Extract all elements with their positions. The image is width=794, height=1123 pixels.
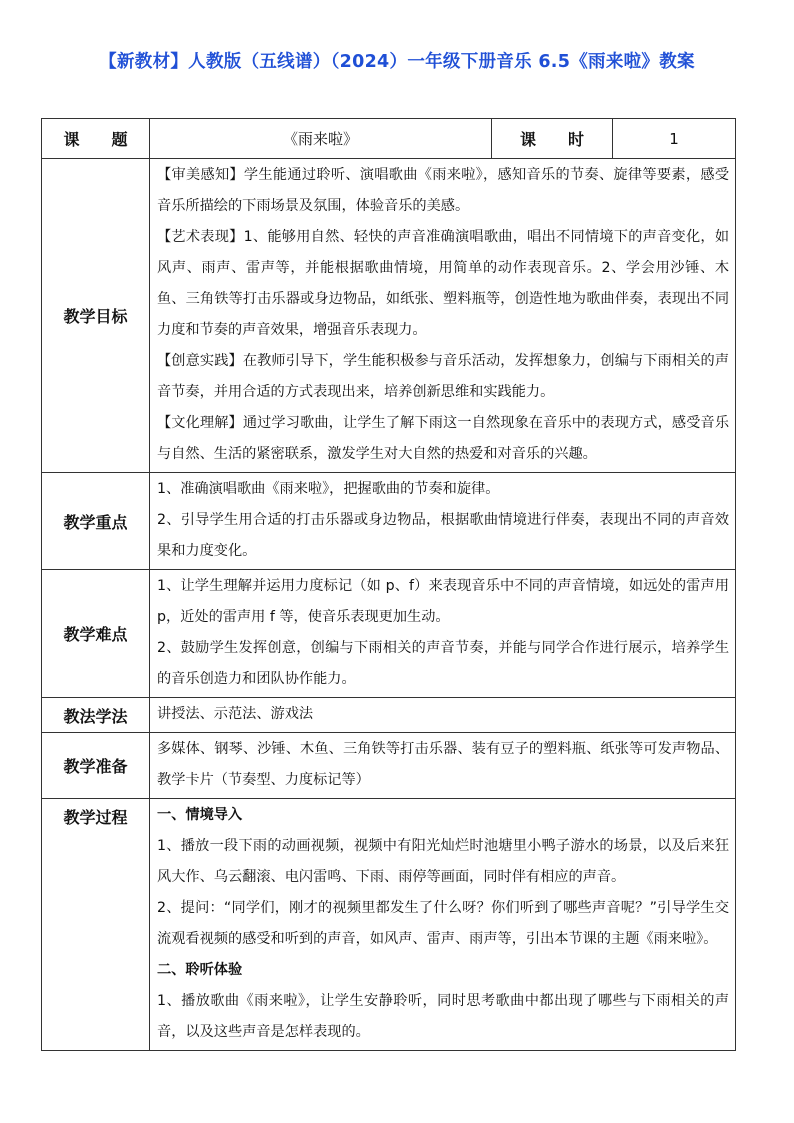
key-points-row [42,473,736,570]
process-content [150,799,736,1051]
preparation-label: 教学准备 [42,733,150,799]
topic-label: 课 题 [42,119,150,159]
process-step-2: 2、提问：“同学们，刚才的视频里都发生了什么呀？你们听到了哪些声音呢？”引导学生交流观看视频的感受和听到的声音，如风声、雷声、雨声等，引出本节课的主题《雨来啦》。 [157,900,730,947]
process-step-1: 1、播放一段下雨的动画视频，视频中有阳光灿烂时池塘里小鸭子游水的场景，以及后来狂风大作、乌云翻滚、电闪雷鸣、下雨、雨停等画面，同时伴有相应的声音。 [157,838,730,885]
methods-row [42,698,736,733]
methods-content [150,698,736,733]
objective-culture: 【文化理解】通过学习歌曲，让学生了解下雨这一自然现象在音乐中的表现方式，感受音乐与自然、生活的紧密联系，激发学生对大自然的热爱和对音乐的兴趣。 [157,415,730,462]
objective-aesthetic: 【审美感知】学生能通过聆听、演唱歌曲《雨来啦》，感知音乐的节奏、旋律等要素，感受音乐所描绘的下雨场景及氛围，体验音乐的美感。 [157,167,730,214]
process-step-3: 1、播放歌曲《雨来啦》，让学生安静聆听，同时思考歌曲中都出现了哪些与下雨相关的声音，以及这些声音是怎样表现的。 [157,993,730,1040]
process-label: 教学过程 [42,799,150,1051]
key-point-1: 1、准确演唱歌曲《雨来啦》，把握歌曲的节奏和旋律。 [157,481,500,497]
key-point-2: 2、引导学生用合适的打击乐器或身边物品，根据歌曲情境进行伴奏，表现出不同的声音效果和力度变化。 [157,512,730,559]
methods-text: 讲授法、示范法、游戏法 [157,706,314,722]
objective-expression: 【艺术表现】1、能够用自然、轻快的声音准确演唱歌曲，唱出不同情境下的声音变化，如风声、雨声、雷声等，并能根据歌曲情境，用简单的动作表现音乐。2、学会用沙锤、木鱼、三角铁等打击乐器或身边物品，如纸张、塑料瓶等，创造性地为歌曲伴奏，表现出不同力度和节奏的声音效果，增强音乐表现力。 [157,229,730,338]
difficulties-content [150,570,736,698]
preparation-row [42,733,736,799]
hours-label: 课 时 [492,119,613,159]
methods-label: 教法学法 [42,698,150,733]
difficulties-row [42,570,736,698]
topic-value: 《雨来啦》 [150,119,492,159]
key-points-label: 教学重点 [42,473,150,570]
process-row [42,799,736,1051]
header-row [42,119,736,159]
preparation-text: 多媒体、钢琴、沙锤、木鱼、三角铁等打击乐器、装有豆子的塑料瓶、纸张等可发声物品、教学卡片（节奏型、力度标记等） [157,741,730,788]
document-title: 【新教材】人教版（五线谱）（2024）一年级下册音乐 6.5《雨来啦》教案 [99,52,695,72]
process-heading-intro: 一、情境导入 [157,807,243,823]
objectives-row [42,159,736,473]
key-points-content [150,473,736,570]
hours-value: 1 [613,119,736,159]
preparation-content [150,733,736,799]
difficulty-2: 2、鼓励学生发挥创意，创编与下雨相关的声音节奏，并能与同学合作进行展示，培养学生的音乐创造力和团队协作能力。 [157,640,730,687]
difficulty-1: 1、让学生理解并运用力度标记（如 p、f）来表现音乐中不同的声音情境，如远处的雷声用 p，近处的雷声用 f 等，使音乐表现更加生动。 [157,578,730,625]
lesson-plan-table [41,118,736,1051]
difficulties-label: 教学难点 [42,570,150,698]
objectives-label: 教学目标 [42,159,150,473]
objectives-content [150,159,736,473]
objective-practice: 【创意实践】在教师引导下，学生能积极参与音乐活动，发挥想象力，创编与下雨相关的声音节奏，并用合适的方式表现出来，培养创新思维和实践能力。 [157,353,730,400]
process-heading-listening: 二、聆听体验 [157,962,243,978]
